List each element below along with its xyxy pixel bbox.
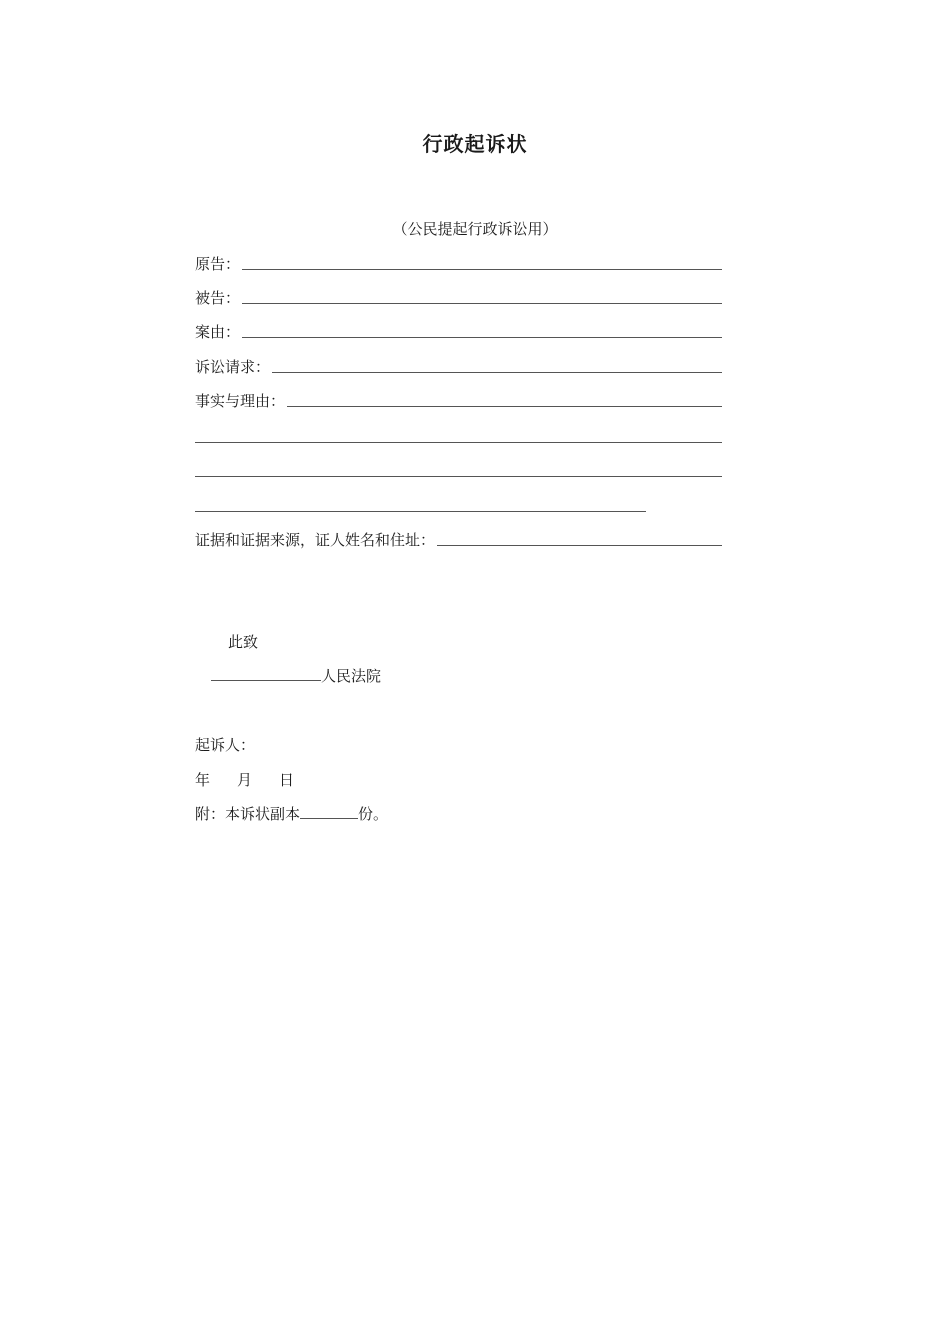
plaintiff-label: 原告：: [195, 255, 241, 273]
facts-blank[interactable]: [287, 406, 722, 407]
document-subtitle: （公民提起行政诉讼用）: [392, 220, 558, 238]
court-line: [211, 666, 381, 686]
evidence-blank[interactable]: [437, 545, 722, 546]
defendant-row: [195, 286, 722, 308]
court-name-blank[interactable]: [211, 666, 321, 681]
defendant-blank[interactable]: [242, 303, 722, 304]
document-title: 行政起诉状: [422, 132, 528, 156]
attachment-suffix: 份。: [358, 805, 389, 823]
cause-label: 案由：: [195, 323, 241, 341]
cause-row: [195, 320, 722, 342]
evidence-row: [195, 528, 722, 550]
cause-blank[interactable]: [242, 337, 722, 338]
attachment-line: [195, 804, 388, 824]
plaintiff-blank[interactable]: [242, 269, 722, 270]
claims-label: 诉讼请求：: [195, 358, 271, 376]
month-label: 月: [237, 771, 253, 789]
facts-blank-line-4[interactable]: [195, 511, 646, 512]
evidence-label: 证据和证据来源，证人姓名和住址：: [195, 531, 436, 549]
date-line: [195, 770, 294, 790]
day-label: 日: [279, 771, 295, 789]
attachment-prefix: 附：本诉状副本: [195, 805, 301, 823]
copies-blank[interactable]: [300, 804, 358, 819]
claims-row: [195, 355, 722, 377]
facts-blank-line-3[interactable]: [195, 476, 722, 477]
facts-blank-line-2[interactable]: [195, 442, 722, 443]
facts-row: [195, 389, 722, 411]
year-label: 年: [195, 771, 211, 789]
defendant-label: 被告：: [195, 289, 241, 307]
plaintiff-row: [195, 252, 722, 274]
facts-label: 事实与理由：: [195, 392, 286, 410]
court-suffix: 人民法院: [321, 667, 382, 685]
salutation: 此致: [228, 633, 259, 651]
plaintiff-signature: 起诉人：: [195, 736, 256, 754]
claims-blank[interactable]: [272, 372, 722, 373]
